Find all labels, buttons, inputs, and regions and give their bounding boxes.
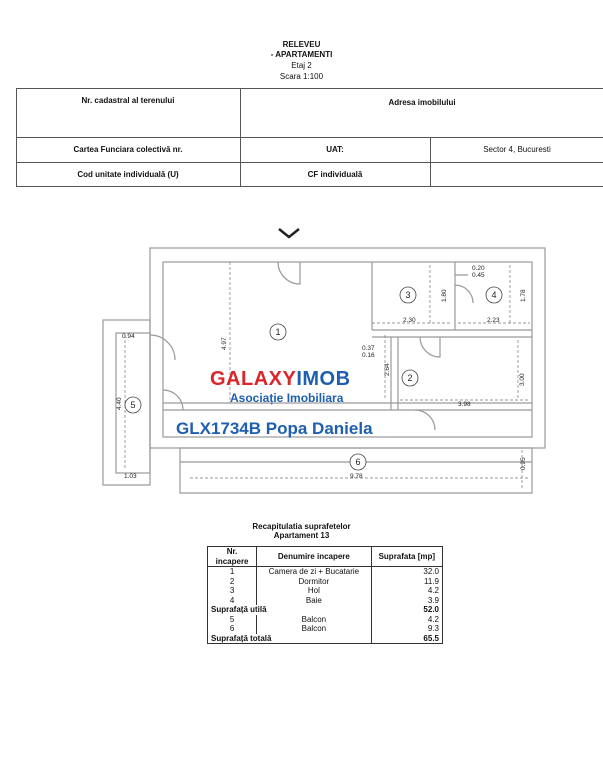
row-area: 11.9	[371, 577, 442, 587]
uat-label: UAT:	[326, 145, 344, 154]
row-area: 4.2	[371, 615, 442, 625]
dim-4-40: 4.40	[116, 397, 123, 410]
room-4-number: 4	[491, 290, 497, 300]
row-nr: 5	[208, 615, 257, 625]
total-label: Suprafață totală	[208, 634, 372, 644]
dim-0-37: 0.37	[362, 345, 375, 352]
row-name: Dormitor	[257, 577, 372, 587]
address-label: Adresa imobilului	[388, 98, 456, 107]
row-name: Hol	[257, 586, 372, 596]
surface-table	[207, 546, 443, 644]
watermark-brand-part-red: GALAXY	[210, 368, 297, 390]
dim-0-20: 0.20	[472, 265, 485, 272]
dim-1-80: 1.80	[441, 289, 448, 302]
dim-2-64: 2.64	[384, 363, 391, 376]
dim-4-97: 4.97	[221, 337, 228, 350]
row-name: Baie	[257, 596, 372, 606]
row-nr: 1	[208, 567, 257, 577]
uat-value: Sector 4, Bucuresti	[483, 145, 551, 154]
row-nr: 4	[208, 596, 257, 606]
scale-label: Scara 1:100	[279, 72, 324, 81]
table-row	[208, 596, 443, 606]
total-row	[208, 634, 443, 644]
dim-2-23: 2.23	[487, 317, 500, 324]
room-1-number: 1	[275, 327, 281, 337]
watermark-tagline: Asociație Imobiliara	[230, 391, 344, 405]
table-row	[208, 624, 443, 634]
row-area: 9.3	[371, 624, 442, 634]
floor-label: Etaj 2	[291, 61, 312, 70]
doc-subtitle: - APARTAMENTI	[270, 50, 333, 59]
dim-3-00: 3.00	[519, 373, 526, 386]
dim-0-45: 0.45	[472, 272, 485, 279]
row-area: 32.0	[371, 567, 442, 577]
row-name: Balcon	[257, 615, 372, 625]
room-5-number: 5	[130, 400, 136, 410]
row-name: Balcon	[257, 624, 372, 634]
room-3-number: 3	[405, 290, 411, 300]
room-2-number: 2	[407, 373, 413, 383]
header-area: Suprafata [mp]	[371, 547, 442, 567]
watermark-brand	[210, 368, 351, 391]
row-nr: 2	[208, 577, 257, 587]
table-row	[208, 615, 443, 625]
table-row	[208, 567, 443, 577]
header-nr: Nr. incapere	[208, 547, 257, 567]
doc-title: RELEVEU	[282, 40, 321, 49]
room-6-number: 6	[355, 457, 361, 467]
util-row	[208, 605, 443, 615]
carte-funciara-label: Cartea Funciara colectivă nr.	[73, 145, 183, 154]
table-row	[208, 586, 443, 596]
dim-0-95: 0.95	[520, 457, 527, 470]
dim-3-98: 3.98	[458, 401, 471, 408]
watermark-agent: GLX1734B Popa Daniela	[176, 419, 373, 438]
util-value: 52.0	[371, 605, 442, 615]
row-area: 4.2	[371, 586, 442, 596]
cf-individual-label: CF individuală	[307, 170, 363, 179]
watermark-brand-text	[210, 368, 351, 390]
recap-title: Recapitulatia suprafetelor	[252, 522, 351, 531]
dim-9-78: 9.78	[350, 473, 363, 480]
row-name: Camera de zi + Bucatarie	[257, 567, 372, 577]
dim-2-30: 2.30	[403, 317, 416, 324]
util-label: Suprafață utilă	[208, 605, 372, 615]
dim-1-78: 1.78	[520, 289, 527, 302]
header-name: Denumire incapere	[257, 547, 372, 567]
unit-code-label: Cod unitate individuală (U)	[77, 170, 179, 179]
dim-0-16: 0.16	[362, 352, 375, 359]
row-nr: 6	[208, 624, 257, 634]
total-value: 65.5	[371, 634, 442, 644]
row-nr: 3	[208, 586, 257, 596]
table-row	[208, 577, 443, 587]
recap-subtitle: Apartament 13	[273, 531, 330, 540]
row-area: 3.9	[371, 596, 442, 606]
cadastral-label: Nr. cadastral al terenului	[81, 96, 175, 105]
north-arrow-icon	[279, 229, 299, 237]
dim-1-03: 1.03	[124, 473, 137, 480]
watermark-brand-part-blue: IMOB	[296, 368, 351, 390]
dim-0-94: 0.94	[122, 333, 135, 340]
